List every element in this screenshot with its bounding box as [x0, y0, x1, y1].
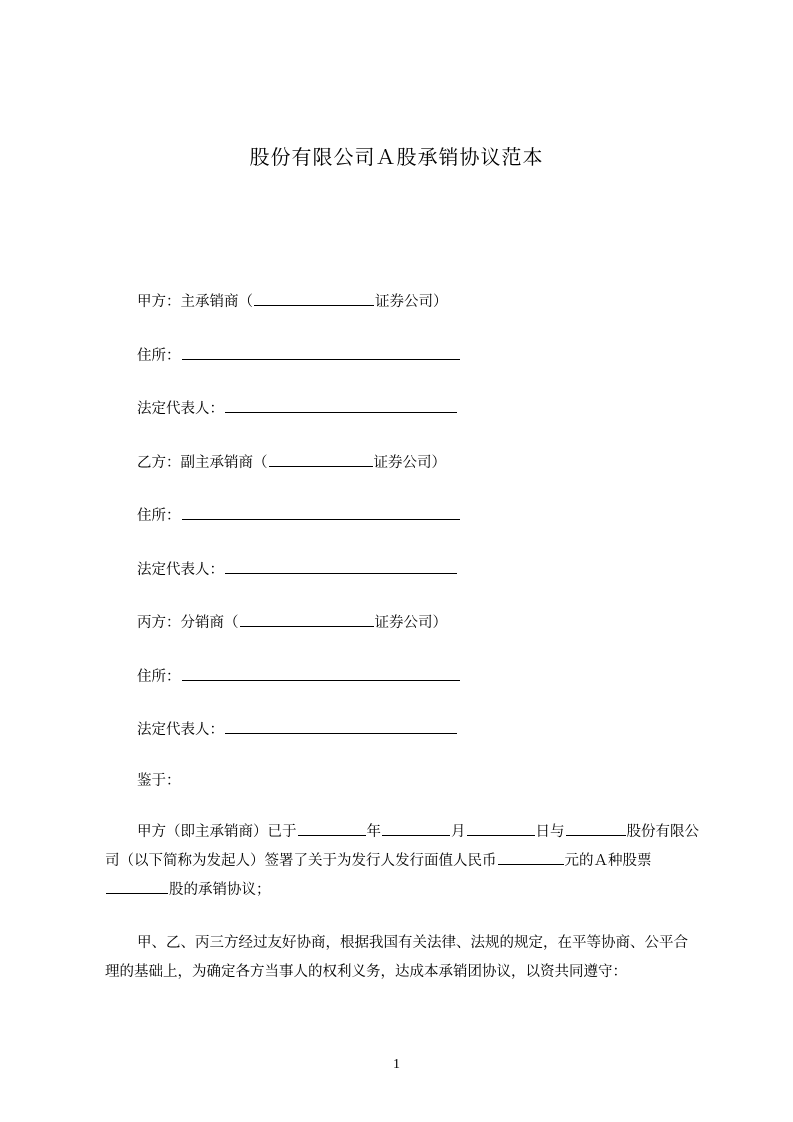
party-c-label: 丙方：分销商（	[137, 615, 239, 631]
party-a-address-line	[137, 344, 461, 366]
paragraph-1	[105, 818, 699, 905]
party-b-suffix: 证券公司）	[373, 455, 446, 471]
page-number: 1	[393, 1057, 400, 1072]
para2-text: 甲、乙、丙三方经过友好协商，根据我国有关法律、法规的规定，在平等协商、公平合理的基础上，为确定各方当事人的权利义务，达成本承销团协议，以资共同遵守：	[105, 935, 688, 980]
year-blank	[298, 820, 366, 836]
party-c-company-blank	[240, 611, 374, 627]
party-b-label: 乙方：副主承销商（	[137, 455, 268, 471]
para1-text-5: 股份有限公司（以下简称为发起人）签署了关于为发行人发行面值人民币	[105, 824, 699, 869]
party-b-line	[137, 451, 446, 473]
party-a-rep-blank	[225, 397, 457, 413]
month-blank	[382, 820, 450, 836]
party-a-company-blank	[254, 290, 374, 306]
paragraph-2	[105, 929, 699, 987]
rep-label: 法定代表人：	[137, 401, 224, 417]
address-label: 住所：	[137, 508, 181, 524]
document-title: 股份有限公司Ａ股承销协议范本	[249, 145, 544, 169]
party-b-address-line	[137, 504, 461, 526]
party-b-address-blank	[182, 504, 460, 520]
party-a-address-blank	[182, 344, 460, 360]
party-b-rep-blank	[225, 558, 457, 574]
face-value-blank	[498, 849, 564, 865]
share-count-blank	[106, 878, 168, 894]
party-a-rep-line	[137, 397, 458, 419]
para1-text-3: 月	[451, 824, 466, 840]
party-c-suffix: 证券公司）	[374, 615, 447, 631]
para1-text-1: 甲方（即主承销商）已于	[137, 824, 297, 840]
para1-text-2: 年	[366, 824, 381, 840]
address-label: 住所：	[137, 669, 181, 685]
para1-text-6: 元的Ａ种股票	[564, 853, 652, 869]
party-b-company-blank	[269, 451, 373, 467]
whereas-label: 鉴于：	[137, 773, 181, 789]
day-blank	[467, 820, 535, 836]
party-c-address-line	[137, 665, 461, 687]
party-b-rep-line	[137, 558, 458, 580]
party-a-label: 甲方：主承销商（	[137, 294, 253, 310]
party-a-suffix: 证券公司）	[375, 294, 448, 310]
address-label: 住所：	[137, 348, 181, 364]
rep-label: 法定代表人：	[137, 562, 224, 578]
party-c-line	[137, 611, 447, 633]
para1-text-4: 日与	[535, 824, 565, 840]
party-c-rep-line	[137, 718, 458, 740]
party-c-address-blank	[182, 665, 460, 681]
rep-label: 法定代表人：	[137, 722, 224, 738]
para1-text-7: 股的承销协议；	[169, 882, 271, 898]
party-a-line	[137, 290, 448, 312]
party-c-rep-blank	[225, 718, 457, 734]
company-name-blank	[566, 820, 626, 836]
whereas-line	[137, 771, 181, 791]
